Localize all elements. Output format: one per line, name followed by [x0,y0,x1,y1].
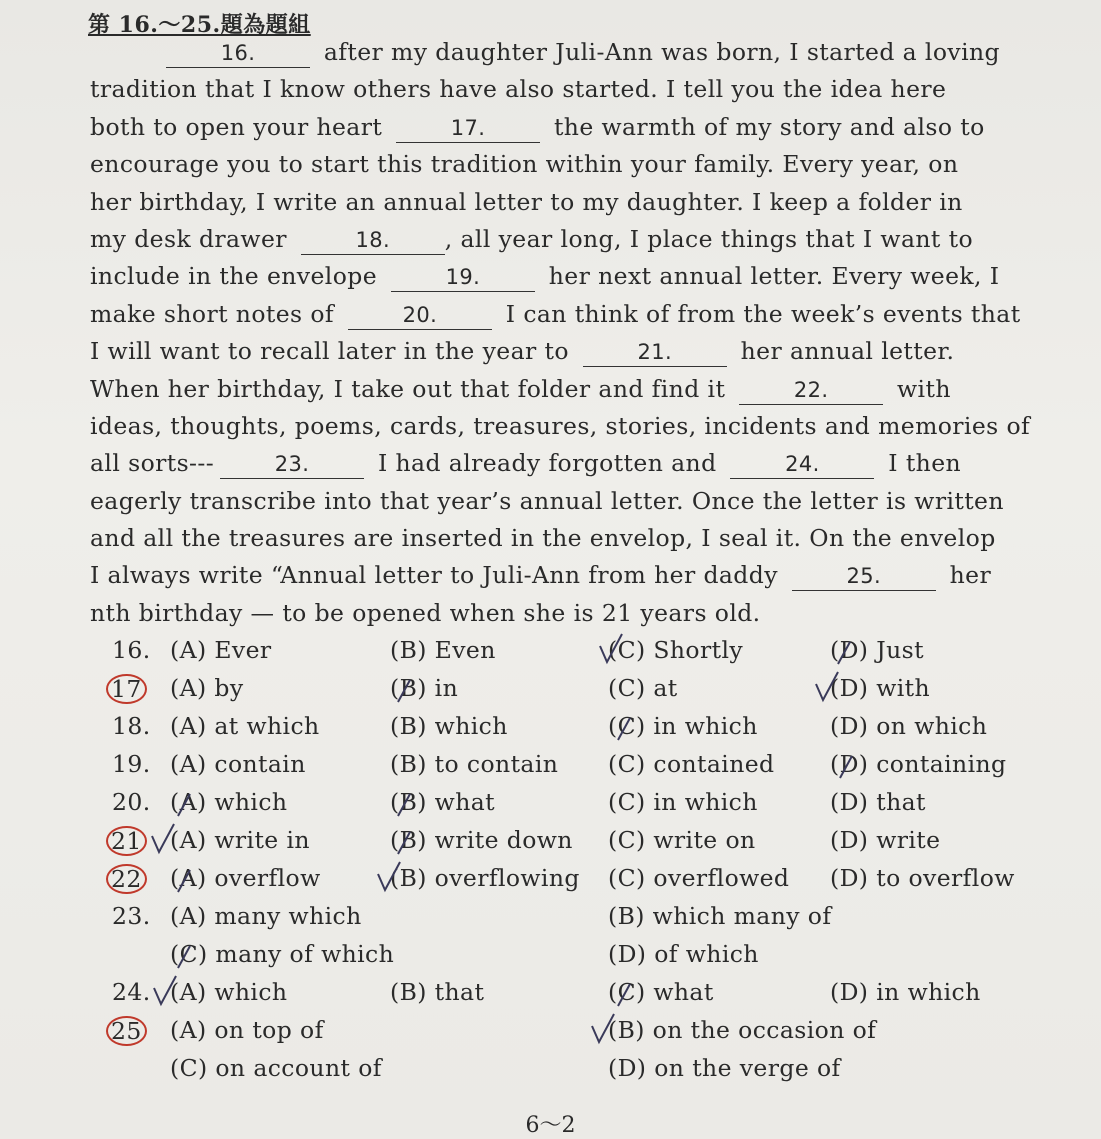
pencil-slash-icon [174,866,194,896]
passage-text: include in the envelope [90,262,378,291]
pencil-slash-icon [394,676,414,706]
option-c[interactable]: (C) Shortly [608,636,744,664]
check-mark-icon [596,632,626,666]
option-c[interactable]: (C) many of which [170,940,395,968]
passage-text: I then [888,449,962,478]
option-c[interactable]: (C) in which [608,712,758,740]
blank-18: 18. [301,226,445,255]
passage-text: both to open your heart [90,112,383,141]
passage-line [90,483,1060,520]
option-a[interactable]: (A) by [170,674,244,702]
question-18 [112,712,1072,750]
red-circle-mark: 22 [106,864,147,894]
passage-text: I had already forgotten and [377,449,717,478]
option-c[interactable]: (C) contained [608,750,775,778]
passage-text: I can think of from the week’s events that [505,299,1021,328]
option-b[interactable]: (B) that [390,978,485,1006]
blank-24: 24. [730,450,874,479]
question-25 [112,1016,1072,1054]
pencil-slash-icon [614,714,634,744]
passage-text: make short notes of [90,299,335,328]
passage-text: with [897,374,951,403]
question-16 [112,636,1072,674]
passage-text: encourage you to start this tradition within your family. Every year, on [90,150,959,179]
option-a[interactable]: (A) Ever [170,636,272,664]
passage-text: my desk drawer [90,224,287,253]
option-c[interactable]: (C) overflowed [608,864,790,892]
option-d[interactable]: (D) on the verge of [608,1054,841,1082]
question-number: 16. [112,636,151,664]
check-mark-icon [588,1012,618,1046]
option-a[interactable]: (A) at which [170,712,320,740]
passage-text: When her birthday, I take out that folder and find it [90,374,726,403]
blank-20: 20. [348,301,492,330]
pencil-slash-icon [614,980,634,1010]
passage-text: I always write “Annual letter to Juli-Ann from her daddy [90,561,778,590]
question-number: 18. [112,712,151,740]
check-mark-icon [812,670,842,704]
passage-text: the warmth of my story and also to [553,112,985,141]
option-a[interactable]: (A) write in [170,826,310,854]
option-c[interactable]: (C) in which [608,788,758,816]
passage-text: tradition that I know others have also started. I tell you the idea here [90,75,947,104]
check-mark-icon [150,974,180,1008]
option-d[interactable]: (D) on which [830,712,988,740]
blank-22: 22. [739,376,883,405]
option-b[interactable]: (B) Even [390,636,496,664]
option-a[interactable]: (A) overflow [170,864,321,892]
passage-text: , all year long, I place things that I want to [444,224,973,253]
option-d[interactable]: (D) Just [830,636,924,664]
passage-line [90,258,1060,295]
passage-text: ideas, thoughts, poems, cards, treasures, stories, incidents and memories of [90,411,1031,440]
option-d[interactable]: (D) in which [830,978,981,1006]
passage-line [90,595,1060,632]
passage-text: I will want to recall later in the year to [90,337,569,366]
passage-text: her birthday, I write an annual letter to my daughter. I keep a folder in [90,187,963,216]
option-a[interactable]: (A) many which [170,902,362,930]
option-c[interactable]: (C) write on [608,826,756,854]
question-number: 20. [112,788,151,816]
pencil-slash-icon [836,752,856,782]
check-mark-icon [374,860,404,894]
option-d[interactable]: (D) to overflow [830,864,1015,892]
passage-text: her next annual letter. Every week, I [548,262,1000,291]
option-b[interactable]: (B) on the occasion of [608,1016,877,1044]
passage-text: her [949,561,992,590]
answer-options [112,636,1072,1092]
pencil-slash-icon [394,790,414,820]
passage-line [90,296,1060,333]
blank-17: 17. [396,114,540,143]
option-b[interactable]: (B) what [390,788,495,816]
option-a[interactable]: (A) contain [170,750,306,778]
passage-line [90,109,1060,146]
question-23-cont [112,940,1072,978]
passage-text: after my daughter Juli-Ann was born, I started a loving [323,38,1000,66]
passage-text: and all the treasures are inserted in the envelop, I seal it. On the envelop [90,524,996,553]
option-c[interactable]: (C) at [608,674,678,702]
option-d[interactable]: (D) of which [608,940,759,968]
passage-text: her annual letter. [740,337,955,366]
passage-line [90,520,1060,557]
option-b[interactable]: (B) overflowing [390,864,580,892]
option-a[interactable]: (A) on top of [170,1016,324,1044]
option-d[interactable]: (D) with [830,674,931,702]
blank-25: 25. [792,562,936,591]
page-number: 6～2 [525,1113,576,1138]
passage-line [90,557,1060,594]
question-23 [112,902,1072,940]
option-d[interactable]: (D) write [830,826,941,854]
question-25-cont [112,1054,1072,1092]
passage-line [90,333,1060,370]
check-mark-icon [148,822,178,856]
option-b[interactable]: (B) to contain [390,750,559,778]
question-21 [112,826,1072,864]
passage-text: nth birthday — to be opened when she is 21 years old. [90,598,761,627]
passage-text: all sorts--- [90,449,215,478]
question-20 [112,788,1072,826]
question-number: 19. [112,750,151,778]
red-circle-mark: 17 [106,674,147,704]
question-number-circled [112,674,147,704]
option-b[interactable]: (B) in [390,674,459,702]
passage-line [90,34,1060,71]
blank-23: 23. [220,450,364,479]
question-number-circled [112,826,147,856]
option-b[interactable]: (B) write down [390,826,573,854]
passage-line [90,221,1060,258]
option-c[interactable]: (C) what [608,978,714,1006]
passage-line [90,146,1060,183]
option-a[interactable]: (A) which [170,978,288,1006]
passage-line [90,71,1060,108]
option-a[interactable]: (A) which [170,788,288,816]
passage-text: eagerly transcribe into that year’s annual letter. Once the letter is written [90,486,1004,515]
pencil-slash-icon [174,790,194,820]
option-b[interactable]: (B) which [390,712,508,740]
question-17 [112,674,1072,712]
red-circle-mark: 21 [106,826,147,856]
question-number-circled [112,864,147,894]
pencil-slash-icon [174,942,194,972]
question-22 [112,864,1072,902]
passage-line [90,371,1060,408]
option-d[interactable]: (D) containing [830,750,1007,778]
option-b[interactable]: (B) which many of [608,902,832,930]
cloze-passage [90,34,1060,632]
section-title: 第 16.～25.題為題組 [88,12,311,38]
option-d[interactable]: (D) that [830,788,926,816]
red-circle-mark: 25 [106,1016,147,1046]
blank-19: 19. [391,263,535,292]
blank-21: 21. [583,338,727,367]
passage-line [90,408,1060,445]
passage-line [90,184,1060,221]
question-number: 24. [112,978,151,1006]
option-c[interactable]: (C) on account of [170,1054,382,1082]
question-19 [112,750,1072,788]
pencil-slash-icon [834,638,854,668]
question-number: 23. [112,902,151,930]
blank-16: 16. [166,39,310,68]
question-number-circled [112,1016,147,1046]
question-24 [112,978,1072,1016]
pencil-slash-icon [394,828,414,858]
passage-line [90,445,1060,482]
